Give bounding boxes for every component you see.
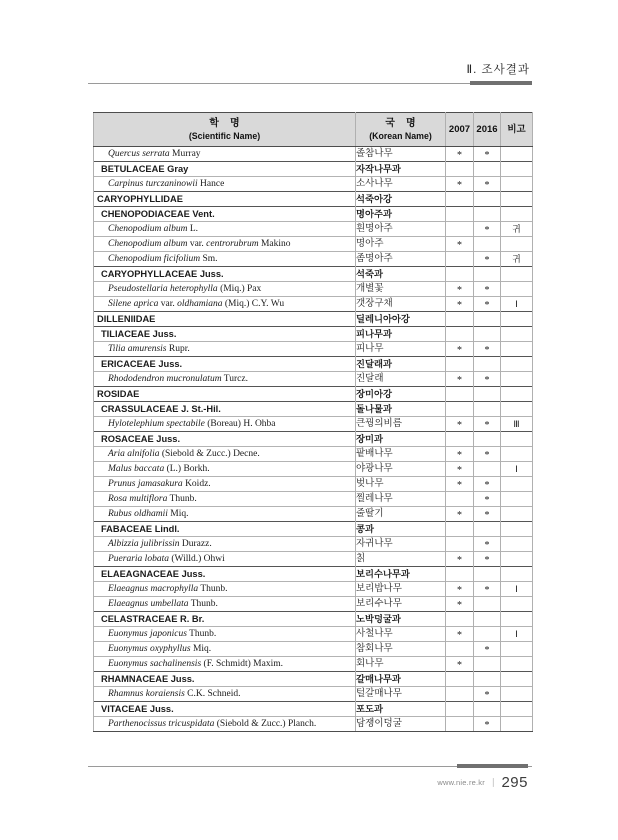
survey-2016-cell — [474, 672, 501, 687]
footer-site-url: www.nie.re.kr — [437, 777, 485, 787]
col-header-scientific-name-en: (Scientific Name) — [188, 130, 261, 141]
survey-2016-cell: * — [474, 222, 501, 237]
survey-2016-cell: * — [474, 552, 501, 567]
survey-2007-cell: * — [446, 507, 474, 522]
table-row — [94, 462, 533, 477]
table-row — [94, 312, 533, 327]
note-cell — [501, 492, 533, 507]
table-row — [94, 492, 533, 507]
note-cell: Ⅰ — [501, 462, 533, 477]
korean-name-cell: 진달래과 — [356, 357, 446, 372]
note-cell — [501, 672, 533, 687]
note-cell — [501, 522, 533, 537]
header-rule-accent — [470, 81, 532, 85]
survey-2016-cell: * — [474, 507, 501, 522]
scientific-name-cell: Rhamnus koraiensis C.K. Schneid. — [94, 687, 356, 702]
korean-name-cell: 회나무 — [356, 657, 446, 672]
korean-name-cell: 노박덩굴과 — [356, 612, 446, 627]
survey-2007-cell — [446, 312, 474, 327]
korean-name-cell: 참회나무 — [356, 642, 446, 657]
table-row — [94, 552, 533, 567]
table-row — [94, 717, 533, 732]
survey-2016-cell: * — [474, 177, 501, 192]
col-header-korean-name-en: (Korean Name) — [369, 130, 432, 141]
table-row — [94, 657, 533, 672]
table-row — [94, 432, 533, 447]
note-cell — [501, 162, 533, 177]
korean-name-cell: 보리수나무 — [356, 597, 446, 612]
survey-2007-cell: * — [446, 462, 474, 477]
note-cell — [501, 267, 533, 282]
survey-2007-cell — [446, 207, 474, 222]
korean-name-cell: 팥배나무 — [356, 447, 446, 462]
table-row — [94, 357, 533, 372]
survey-2016-cell: * — [474, 642, 501, 657]
table-row — [94, 642, 533, 657]
survey-2016-cell — [474, 627, 501, 642]
korean-name-cell: 흰명아주 — [356, 222, 446, 237]
col-header-scientific-name — [94, 113, 356, 147]
survey-2016-cell: * — [474, 537, 501, 552]
survey-2007-cell: * — [446, 627, 474, 642]
note-cell — [501, 657, 533, 672]
korean-name-cell: 보리밥나무 — [356, 582, 446, 597]
table-row — [94, 297, 533, 312]
survey-2016-cell — [474, 267, 501, 282]
korean-name-cell: 털갈매나무 — [356, 687, 446, 702]
table-row — [94, 267, 533, 282]
footer-rule-accent — [457, 764, 528, 768]
note-cell — [501, 327, 533, 342]
korean-name-cell: 보리수나무과 — [356, 567, 446, 582]
survey-2016-cell — [474, 312, 501, 327]
korean-name-cell: 피나무과 — [356, 327, 446, 342]
note-cell: Ⅲ — [501, 417, 533, 432]
survey-2016-cell: * — [474, 492, 501, 507]
korean-name-cell: 줄딸기 — [356, 507, 446, 522]
scientific-name-cell: Parthenocissus tricuspidata (Siebold & Zucc.) Planch. — [94, 717, 356, 732]
survey-2016-cell: * — [474, 582, 501, 597]
scientific-name-cell: FABACEAE Lindl. — [94, 522, 356, 537]
survey-2007-cell: * — [446, 177, 474, 192]
note-cell — [501, 717, 533, 732]
korean-name-cell: 딜레니아아강 — [356, 312, 446, 327]
survey-2016-cell — [474, 192, 501, 207]
col-header-2007: 2007 — [446, 113, 474, 147]
table-row — [94, 402, 533, 417]
survey-2016-cell: * — [474, 147, 501, 162]
survey-2007-cell — [446, 522, 474, 537]
korean-name-cell: 야광나무 — [356, 462, 446, 477]
survey-2007-cell — [446, 567, 474, 582]
note-cell — [501, 282, 533, 297]
note-cell — [501, 447, 533, 462]
scientific-name-cell: ROSIDAE — [94, 387, 356, 402]
scientific-name-cell: Euonymus oxyphyllus Miq. — [94, 642, 356, 657]
scientific-name-cell: ELAEAGNACEAE Juss. — [94, 567, 356, 582]
survey-2007-cell: * — [446, 342, 474, 357]
note-cell — [501, 312, 533, 327]
korean-name-cell: 석죽과 — [356, 267, 446, 282]
scientific-name-cell: Euonymus sachalinensis (F. Schmidt) Maxim. — [94, 657, 356, 672]
table-row — [94, 672, 533, 687]
survey-2016-cell — [474, 612, 501, 627]
survey-2016-cell: * — [474, 477, 501, 492]
scientific-name-cell: VITACEAE Juss. — [94, 702, 356, 717]
scientific-name-cell: Malus baccata (L.) Borkh. — [94, 462, 356, 477]
korean-name-cell: 큰꿩의비름 — [356, 417, 446, 432]
scientific-name-cell: CELASTRACEAE R. Br. — [94, 612, 356, 627]
korean-name-cell: 졸참나무 — [356, 147, 446, 162]
table-row — [94, 327, 533, 342]
scientific-name-cell: TILIACEAE Juss. — [94, 327, 356, 342]
scientific-name-cell: ERICACEAE Juss. — [94, 357, 356, 372]
survey-2016-cell — [474, 567, 501, 582]
note-cell: Ⅰ — [501, 582, 533, 597]
table-row — [94, 147, 533, 162]
note-cell — [501, 537, 533, 552]
note-cell — [501, 642, 533, 657]
table-row — [94, 477, 533, 492]
note-cell: 귀 — [501, 252, 533, 267]
survey-2016-cell — [474, 432, 501, 447]
korean-name-cell: 진달래 — [356, 372, 446, 387]
scientific-name-cell: CARYOPHYLLACEAE Juss. — [94, 267, 356, 282]
page-footer — [437, 772, 528, 792]
table-row — [94, 447, 533, 462]
note-cell — [501, 477, 533, 492]
survey-2016-cell: * — [474, 687, 501, 702]
note-cell — [501, 372, 533, 387]
scientific-name-cell: Chenopodium album L. — [94, 222, 356, 237]
survey-2007-cell — [446, 222, 474, 237]
note-cell — [501, 702, 533, 717]
scientific-name-cell: Prunus jamasakura Koidz. — [94, 477, 356, 492]
survey-2016-cell — [474, 237, 501, 252]
survey-2007-cell — [446, 717, 474, 732]
survey-2016-cell: * — [474, 282, 501, 297]
scientific-name-cell: Hylotelephium spectabile (Boreau) H. Ohba — [94, 417, 356, 432]
scientific-name-cell: Rhododendron mucronulatum Turcz. — [94, 372, 356, 387]
survey-2007-cell — [446, 612, 474, 627]
survey-2007-cell — [446, 192, 474, 207]
species-table — [93, 112, 533, 732]
col-header-2016: 2016 — [474, 113, 501, 147]
korean-name-cell: 콩과 — [356, 522, 446, 537]
korean-name-cell: 포도과 — [356, 702, 446, 717]
survey-2007-cell: * — [446, 297, 474, 312]
korean-name-cell: 갯장구채 — [356, 297, 446, 312]
col-header-korean-name-ko: 국 명 — [385, 117, 416, 129]
korean-name-cell: 사철나무 — [356, 627, 446, 642]
scientific-name-cell: Elaeagnus macrophylla Thunb. — [94, 582, 356, 597]
table-row — [94, 612, 533, 627]
table-row — [94, 702, 533, 717]
col-header-korean-name — [356, 113, 446, 147]
table-row — [94, 162, 533, 177]
survey-2007-cell — [446, 402, 474, 417]
survey-2016-cell: * — [474, 252, 501, 267]
survey-2016-cell — [474, 462, 501, 477]
survey-2007-cell — [446, 687, 474, 702]
korean-name-cell: 피나무 — [356, 342, 446, 357]
scientific-name-cell: Chenopodium ficifolium Sm. — [94, 252, 356, 267]
survey-2016-cell: * — [474, 447, 501, 462]
survey-2007-cell: * — [446, 552, 474, 567]
note-cell — [501, 192, 533, 207]
note-cell — [501, 612, 533, 627]
table-row — [94, 252, 533, 267]
table-row — [94, 567, 533, 582]
table-row — [94, 372, 533, 387]
note-cell — [501, 147, 533, 162]
survey-2007-cell: * — [446, 372, 474, 387]
survey-2007-cell — [446, 642, 474, 657]
scientific-name-cell: Pseudostellaria heterophylla (Miq.) Pax — [94, 282, 356, 297]
korean-name-cell: 소사나무 — [356, 177, 446, 192]
survey-2016-cell — [474, 522, 501, 537]
table-row — [94, 237, 533, 252]
note-cell — [501, 567, 533, 582]
survey-2016-cell — [474, 597, 501, 612]
note-cell — [501, 177, 533, 192]
survey-2016-cell — [474, 207, 501, 222]
scientific-name-cell: Silene aprica var. oldhamiana (Miq.) C.Y. Wu — [94, 297, 356, 312]
col-header-note: 비고 — [501, 113, 533, 147]
survey-2007-cell — [446, 387, 474, 402]
survey-2007-cell: * — [446, 417, 474, 432]
korean-name-cell: 개별꽃 — [356, 282, 446, 297]
scientific-name-cell: Aria alnifolia (Siebold & Zucc.) Decne. — [94, 447, 356, 462]
survey-2007-cell: * — [446, 582, 474, 597]
table-row — [94, 417, 533, 432]
page-number: 295 — [501, 773, 528, 791]
table-row — [94, 597, 533, 612]
korean-name-cell: 돌나물과 — [356, 402, 446, 417]
korean-name-cell: 담쟁이덩굴 — [356, 717, 446, 732]
table-row — [94, 222, 533, 237]
korean-name-cell: 벚나무 — [356, 477, 446, 492]
survey-2007-cell — [446, 672, 474, 687]
survey-2007-cell — [446, 252, 474, 267]
survey-2007-cell — [446, 267, 474, 282]
scientific-name-cell: ROSACEAE Juss. — [94, 432, 356, 447]
footer-separator: ∣ — [490, 776, 496, 787]
korean-name-cell: 석죽아강 — [356, 192, 446, 207]
scientific-name-cell: CARYOPHYLLIDAE — [94, 192, 356, 207]
col-header-scientific-name-ko: 학 명 — [209, 117, 240, 129]
scientific-name-cell: Elaeagnus umbellata Thunb. — [94, 597, 356, 612]
korean-name-cell: 장미아강 — [356, 387, 446, 402]
survey-2007-cell — [446, 702, 474, 717]
note-cell: Ⅰ — [501, 297, 533, 312]
korean-name-cell: 갈매나무과 — [356, 672, 446, 687]
korean-name-cell: 장미과 — [356, 432, 446, 447]
survey-2016-cell: * — [474, 342, 501, 357]
scientific-name-cell: Carpinus turczaninowii Hance — [94, 177, 356, 192]
survey-2016-cell — [474, 702, 501, 717]
table-row — [94, 537, 533, 552]
table-row — [94, 342, 533, 357]
survey-2007-cell — [446, 492, 474, 507]
header-rule — [88, 83, 532, 84]
note-cell — [501, 357, 533, 372]
note-cell: 귀 — [501, 222, 533, 237]
note-cell — [501, 237, 533, 252]
survey-2007-cell: * — [446, 147, 474, 162]
survey-2016-cell — [474, 657, 501, 672]
survey-2016-cell — [474, 357, 501, 372]
survey-2016-cell: * — [474, 297, 501, 312]
scientific-name-cell: Pueraria lobata (Willd.) Ohwi — [94, 552, 356, 567]
scientific-name-cell: DILLENIIDAE — [94, 312, 356, 327]
korean-name-cell: 자작나무과 — [356, 162, 446, 177]
scientific-name-cell: Euonymus japonicus Thunb. — [94, 627, 356, 642]
table-row — [94, 522, 533, 537]
scientific-name-cell: CRASSULACEAE J. St.-Hil. — [94, 402, 356, 417]
survey-2007-cell: * — [446, 597, 474, 612]
table-header-row — [94, 113, 533, 147]
table-row — [94, 177, 533, 192]
survey-2007-cell — [446, 327, 474, 342]
scientific-name-cell: Albizzia julibrissin Durazz. — [94, 537, 356, 552]
survey-2007-cell — [446, 432, 474, 447]
survey-2016-cell — [474, 402, 501, 417]
survey-2007-cell — [446, 537, 474, 552]
survey-2016-cell: * — [474, 372, 501, 387]
korean-name-cell: 좀명아주 — [356, 252, 446, 267]
survey-2007-cell: * — [446, 657, 474, 672]
scientific-name-cell: Quercus serrata Murray — [94, 147, 356, 162]
scientific-name-cell: RHAMNACEAE Juss. — [94, 672, 356, 687]
species-table-body — [94, 147, 533, 732]
korean-name-cell: 명아주과 — [356, 207, 446, 222]
table-row — [94, 582, 533, 597]
scientific-name-cell: Chenopodium album var. centrorubrum Makino — [94, 237, 356, 252]
note-cell — [501, 507, 533, 522]
korean-name-cell: 자귀나무 — [356, 537, 446, 552]
survey-2016-cell — [474, 327, 501, 342]
note-cell — [501, 342, 533, 357]
table-row — [94, 192, 533, 207]
table-row — [94, 207, 533, 222]
note-cell — [501, 207, 533, 222]
survey-2016-cell — [474, 387, 501, 402]
survey-2007-cell: * — [446, 237, 474, 252]
survey-2016-cell — [474, 162, 501, 177]
scientific-name-cell: BETULACEAE Gray — [94, 162, 356, 177]
survey-2007-cell: * — [446, 282, 474, 297]
species-table-wrapper — [93, 112, 533, 732]
section-heading: Ⅱ. 조사결과 — [466, 64, 530, 76]
survey-2016-cell: * — [474, 717, 501, 732]
note-cell — [501, 597, 533, 612]
table-row — [94, 627, 533, 642]
note-cell — [501, 387, 533, 402]
survey-2007-cell: * — [446, 447, 474, 462]
scientific-name-cell: Tilia amurensis Rupr. — [94, 342, 356, 357]
survey-2007-cell — [446, 162, 474, 177]
table-row — [94, 387, 533, 402]
korean-name-cell: 찔레나무 — [356, 492, 446, 507]
note-cell: Ⅰ — [501, 627, 533, 642]
survey-2016-cell: * — [474, 417, 501, 432]
survey-2007-cell: * — [446, 477, 474, 492]
korean-name-cell: 칡 — [356, 552, 446, 567]
note-cell — [501, 687, 533, 702]
survey-2007-cell — [446, 357, 474, 372]
note-cell — [501, 432, 533, 447]
table-row — [94, 282, 533, 297]
korean-name-cell: 명아주 — [356, 237, 446, 252]
note-cell — [501, 402, 533, 417]
scientific-name-cell: Rubus oldhamii Miq. — [94, 507, 356, 522]
scientific-name-cell: Rosa multiflora Thunb. — [94, 492, 356, 507]
table-row — [94, 507, 533, 522]
table-row — [94, 687, 533, 702]
scientific-name-cell: CHENOPODIACEAE Vent. — [94, 207, 356, 222]
note-cell — [501, 552, 533, 567]
